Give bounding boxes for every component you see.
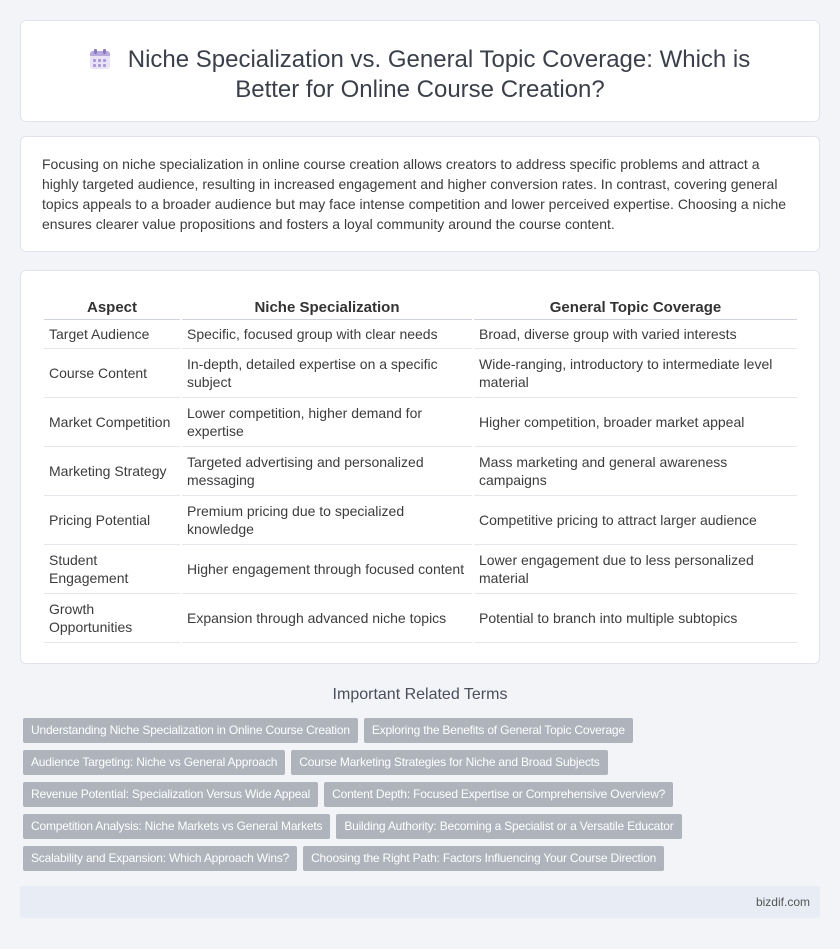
row-aspect: Growth Opportunities: [44, 594, 180, 643]
row-general: Mass marketing and general awareness campaigns: [474, 447, 797, 496]
related-term-tag[interactable]: Choosing the Right Path: Factors Influencing Your Course Direction: [303, 846, 664, 871]
related-term-tag[interactable]: Revenue Potential: Specialization Versus Wide Appeal: [23, 782, 318, 807]
title-card: [20, 20, 820, 122]
related-terms-heading: Important Related Terms: [332, 686, 508, 703]
related-term-tag[interactable]: Exploring the Benefits of General Topic Coverage: [364, 718, 633, 743]
comparison-table: [42, 295, 799, 643]
table-row: [44, 545, 797, 594]
related-term-tag[interactable]: Competition Analysis: Niche Markets vs General Markets: [23, 814, 330, 839]
row-general: Higher competition, broader market appeal: [474, 398, 797, 447]
row-niche: Premium pricing due to specialized knowledge: [182, 496, 472, 545]
header-niche: Niche Specialization: [182, 295, 472, 320]
header-aspect: Aspect: [44, 295, 180, 320]
row-general: Wide-ranging, introductory to intermediate level material: [474, 349, 797, 398]
row-niche: Specific, focused group with clear needs: [182, 320, 472, 349]
table-row: [44, 320, 797, 349]
related-term-tag[interactable]: Building Authority: Becoming a Specialist or a Versatile Educator: [336, 814, 681, 839]
footer-site-link[interactable]: bizdif.com: [755, 895, 810, 909]
table-row: [44, 349, 797, 398]
related-terms-list: [23, 718, 813, 878]
row-aspect: Target Audience: [44, 320, 180, 349]
row-aspect: Course Content: [44, 349, 180, 398]
row-niche: Higher engagement through focused content: [182, 545, 472, 594]
intro-paragraph: Focusing on niche specialization in online course creation allows creators to address specific problems and attract a highly targeted audience, resulting in increased engagement and higher conversion rates. In contrast, covering general topics appeals to a broader audience but may face intense competition and lower perceived expertise. Choosing a niche ensures clearer value propositions and fosters a loyal community around the course content.: [42, 156, 787, 232]
table-header-row: [44, 295, 797, 320]
table-row: [44, 496, 797, 545]
related-term-tag[interactable]: Scalability and Expansion: Which Approach Wins?: [23, 846, 297, 871]
related-term-tag[interactable]: Course Marketing Strategies for Niche and Broad Subjects: [291, 750, 607, 775]
row-niche: In-depth, detailed expertise on a specific subject: [182, 349, 472, 398]
row-general: Lower engagement due to less personalized material: [474, 545, 797, 594]
table-row: [44, 398, 797, 447]
page-title-text: Niche Specialization vs. General Topic Coverage: Which is Better for Online Course Creation?: [127, 46, 751, 103]
related-term-tag[interactable]: Audience Targeting: Niche vs General Approach: [23, 750, 285, 775]
page-title: [21, 45, 819, 105]
row-general: Broad, diverse group with varied interests: [474, 320, 797, 349]
row-aspect: Student Engagement: [44, 545, 180, 594]
comparison-card: [20, 270, 820, 664]
header-general: General Topic Coverage: [474, 295, 797, 320]
row-aspect: Pricing Potential: [44, 496, 180, 545]
row-niche: Lower competition, higher demand for expertise: [182, 398, 472, 447]
row-general: Competitive pricing to attract larger audience: [474, 496, 797, 545]
row-aspect: Marketing Strategy: [44, 447, 180, 496]
related-term-tag[interactable]: Content Depth: Focused Expertise or Comprehensive Overview?: [324, 782, 673, 807]
row-niche: Expansion through advanced niche topics: [182, 594, 472, 643]
table-row: [44, 447, 797, 496]
calendar-icon: [90, 49, 110, 69]
intro-card: [20, 136, 820, 252]
footer: [20, 886, 820, 918]
row-niche: Targeted advertising and personalized messaging: [182, 447, 472, 496]
related-term-tag[interactable]: Understanding Niche Specialization in Online Course Creation: [23, 718, 358, 743]
row-general: Potential to branch into multiple subtopics: [474, 594, 797, 643]
row-aspect: Market Competition: [44, 398, 180, 447]
table-row: [44, 594, 797, 643]
